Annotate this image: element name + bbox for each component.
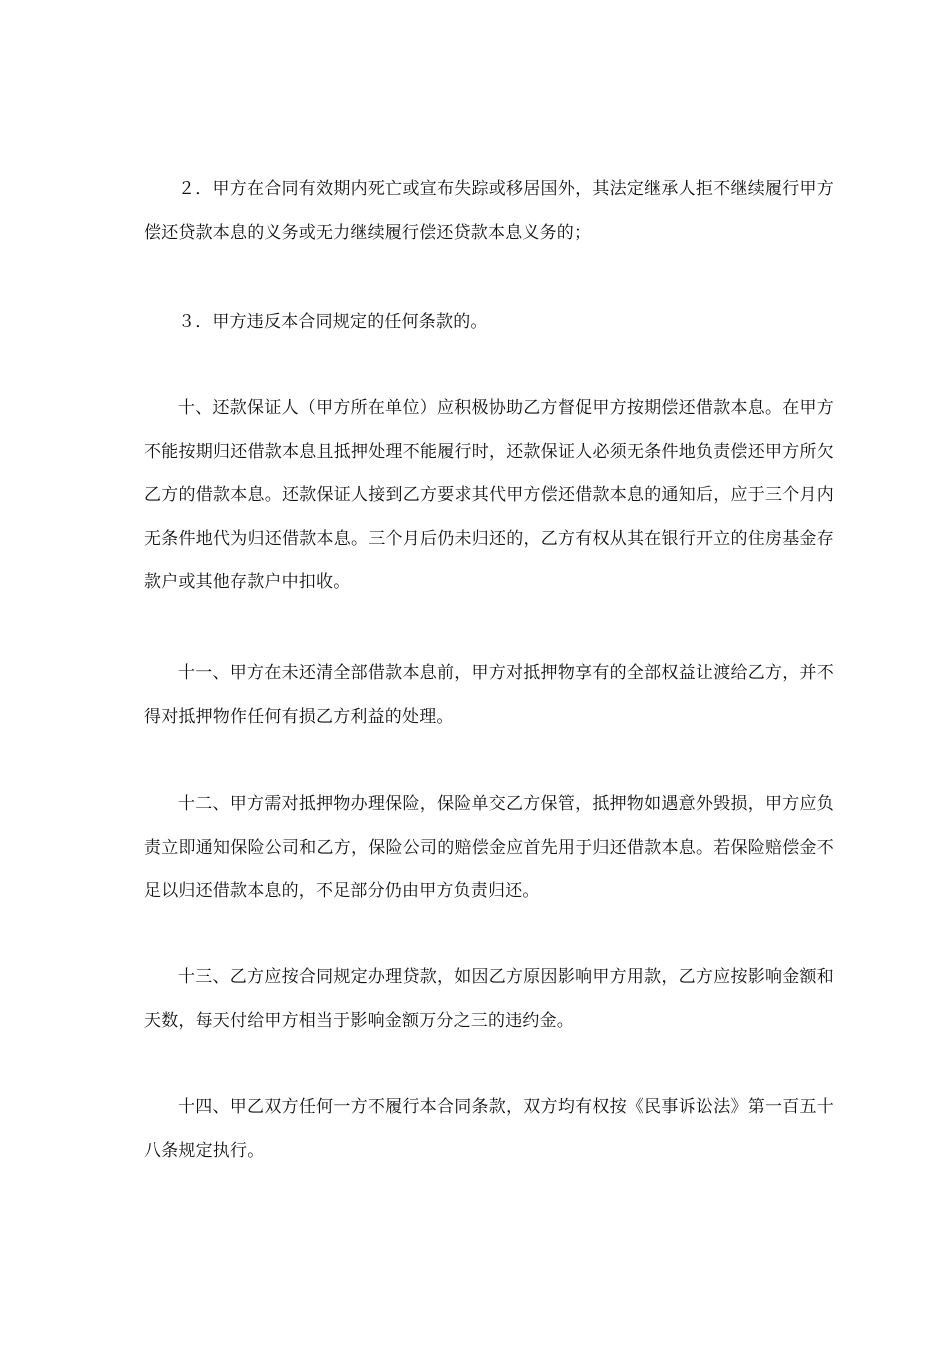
article-12-paragraph: 十二、甲方需对抵押物办理保险，保险单交乙方保管，抵押物如遇意外毁损，甲方应负责立即通知保险公司和乙方，保险公司的赔偿金应首先用于归还借款本息。若保险赔偿金不足以归还借款本息的，不足部分仍由甲方负责归还。 <box>144 794 834 901</box>
clause-2-paragraph: ２．甲方在合同有效期内死亡或宣布失踪或移居国外，其法定继承人拒不继续履行甲方偿还贷款本息的义务或无力继续履行偿还贷款本息义务的； <box>144 179 834 243</box>
article-11-paragraph: 十一、甲方在未还清全部借款本息前，甲方对抵押物享有的全部权益让渡给乙方，并不得对抵押物作任何有损乙方利益的处理。 <box>144 663 834 727</box>
article-13-paragraph: 十三、乙方应按合同规定办理贷款，如因乙方原因影响甲方用款，乙方应按影响金额和天数，每天付给甲方相当于影响金额万分之三的违约金。 <box>144 967 834 1031</box>
clause-3-paragraph: ３．甲方违反本合同规定的任何条款的。 <box>178 312 488 332</box>
article-10-paragraph: 十、还款保证人（甲方所在单位）应积极协助乙方督促甲方按期偿还借款本息。在甲方不能按期归还借款本息且抵押处理不能履行时，还款保证人必须无条件地负责偿还甲方所欠乙方的借款本息。还款保证人接到乙方要求其代甲方偿还借款本息的通知后，应于三个月内无条件地代为归还借款本息。三个月后仍未归还的，乙方有权从其在银行开立的住房基金存款户或其他存款户中扣收。 <box>144 398 834 592</box>
article-14-paragraph: 十四、甲乙双方任何一方不履行本合同条款，双方均有权按《民事诉讼法》第一百五十八条规定执行。 <box>144 1097 834 1161</box>
